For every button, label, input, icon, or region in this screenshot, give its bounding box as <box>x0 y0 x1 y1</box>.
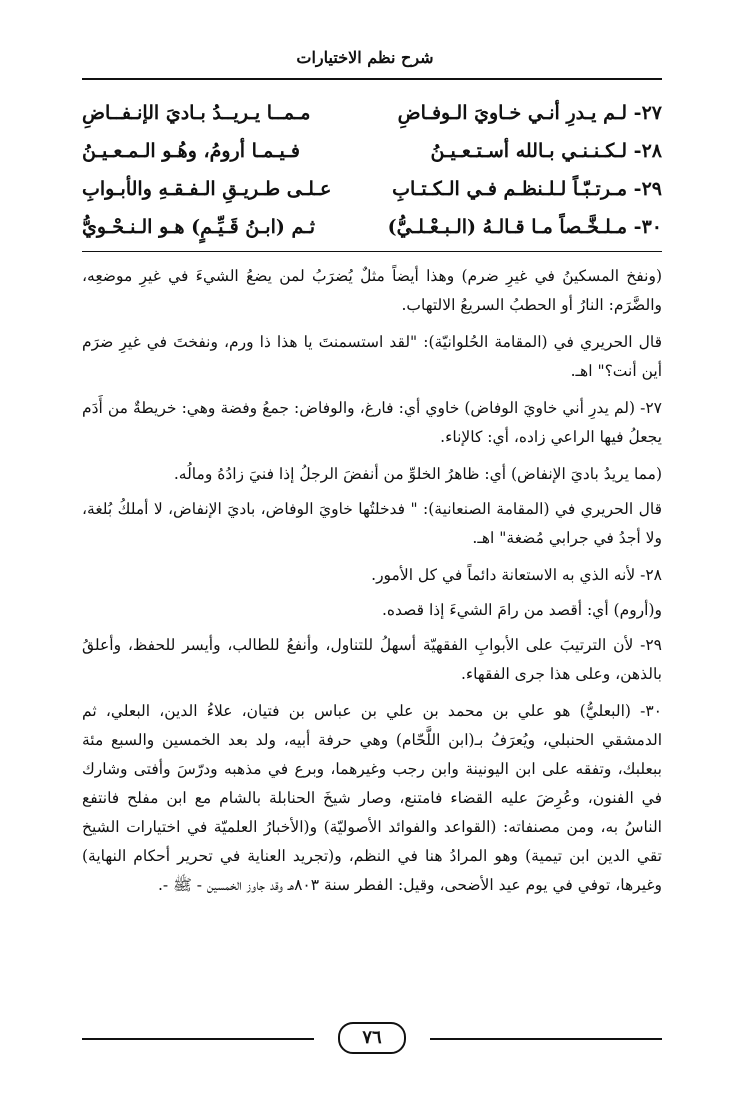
header-rule <box>82 78 662 80</box>
commentary-paragraph: قال الحريري في (المقامة الصنعانية): " فدخلتُها خاويَ الوفاض، باديَ الإنفاض، لا أملكُ بُلغة، ولا أجدُ في جرابي مُضغة" اهـ. <box>82 500 662 547</box>
verse-row <box>82 94 662 132</box>
page-number: ٧٦ <box>338 1022 406 1054</box>
commentary-paragraph: ٢٩- لأن الترتيبَ على الأبوابِ الفقهيّة أسهلُ للتناول، وأنفعُ للطالب، وأيسر للحفظ، وأعلقُ بالذهن، وعلى هذا جرى الفقهاء. <box>82 636 662 683</box>
verse-first-hemistich: ٢٨- لـكـنـنـي بـالله أسـتـعـيـنُ <box>430 140 662 162</box>
commentary-paragraph: ٣٠- (البعليُّ) هو علي بن محمد بن علي بن عباس بن فتيان، علاءُ الدين، البعلي، ثم الدمشقي الحنبلي، ويُعرَفُ بـ(ابن اللَّحّام) وهي حرفة أبيه، ولد بعد الخمسين والسبع مئة ببعلبك، وتفقه على ابن اليونينة وابن رجب وغيرهما، وبرع في مذهبه ودرّسَ وأفتى وشارك في الفنون، وعُرِضَ عليه القضاء فامتنع، وصار شيخَ الحنابلة بالشام مع ابن مفلح فانتفع الناسُ به، ومن مصنفاته: (القواعد والفوائد الأصوليّة) و(الأخبارُ العلميّة في اختيارات الشيخ تقي الدين ابن تيمية) وهو المرادُ هنا في النظم، و(تجريد العناية في تحرير أحكام النهاية) وغيرها، توفي في يوم عيد الأضحى، وقيل: الفطر سنة ٨٠٣هـ وقد جاوز الخمسين - ﷺ -. <box>82 702 662 894</box>
commentary-paragraph: (ونفخ المسكينُ في غيرِ ضرم) وهذا أيضاً مثلٌ يُضرَبُ لمن يضعُ الشيءَ في غيرِ موضعِه، والضَّرَم: النارُ أو الحطبُ السريعُ الالتهاب. <box>82 267 662 314</box>
verse-second-hemistich: ثـم (ابـنُ قَـيِّـمٍ) هـو الـنـحْـويُّ <box>82 216 315 238</box>
verse-second-hemistich: مـمــا يـريــدُ بـاديَ الإنـفــاضِ <box>82 102 311 124</box>
verse-first-hemistich: ٣٠- مـلـخَّـصاً مـا قـالـهُ (الـبـعْـلـيُّ) <box>387 216 662 238</box>
poem-block <box>82 94 662 246</box>
commentary-paragraph: قال الحريري في (المقامة الحُلوانيّة): "لقد استسمنتَ يا هذا ذا ورم، ونفختَ في غيرِ ضرَم أين أنت؟" اهـ. <box>82 333 662 380</box>
verse-second-hemistich: فـيـمـا أرومُ، وهُـو الـمـعـيـنُ <box>82 140 300 162</box>
verse-second-hemistich: عـلـى طـريـقِ الـفـقـهِ والأبـوابِ <box>82 178 332 200</box>
verse-first-hemistich: ٢٧- لـم يـدرِ أنـي خـاويَ الـوفـاضِ <box>397 102 662 124</box>
footer-rule-left <box>82 1038 314 1040</box>
commentary-paragraph: و(أروم) أي: أقصد من رامَ الشيءَ إذا قصده. <box>382 601 662 619</box>
poem-separator-rule <box>82 251 662 252</box>
page-footer <box>82 1022 662 1056</box>
verse-row <box>82 170 662 208</box>
verse-row <box>82 132 662 170</box>
verse-first-hemistich: ٢٩- مـرتـبّـاً لـلـنظـم فـي الـكـتـابِ <box>392 178 662 200</box>
verse-row <box>82 208 662 246</box>
commentary-body <box>82 262 662 908</box>
commentary-paragraph: ٢٨- لأنه الذي به الاستعانة دائماً في كل الأمور. <box>371 566 662 584</box>
footer-rule-right <box>430 1038 662 1040</box>
commentary-paragraph: ٢٧- (لم يدرِ أني خاويَ الوفاض) خاوي أي: فارغ، والوفاض: جمعُ وفضة وهي: خريطةٌ من أَدَم يجعلُ فيها الراعي زاده، أي: كالإناء. <box>82 399 662 446</box>
running-header: شرح نظم الاختيارات <box>296 48 434 67</box>
commentary-paragraph: (مما يريدُ باديَ الإنفاض) أي: ظاهرُ الخلوِّ من أنفضَ الرجلُ إذا فنيَ زادُهُ ومالُه. <box>173 465 662 483</box>
